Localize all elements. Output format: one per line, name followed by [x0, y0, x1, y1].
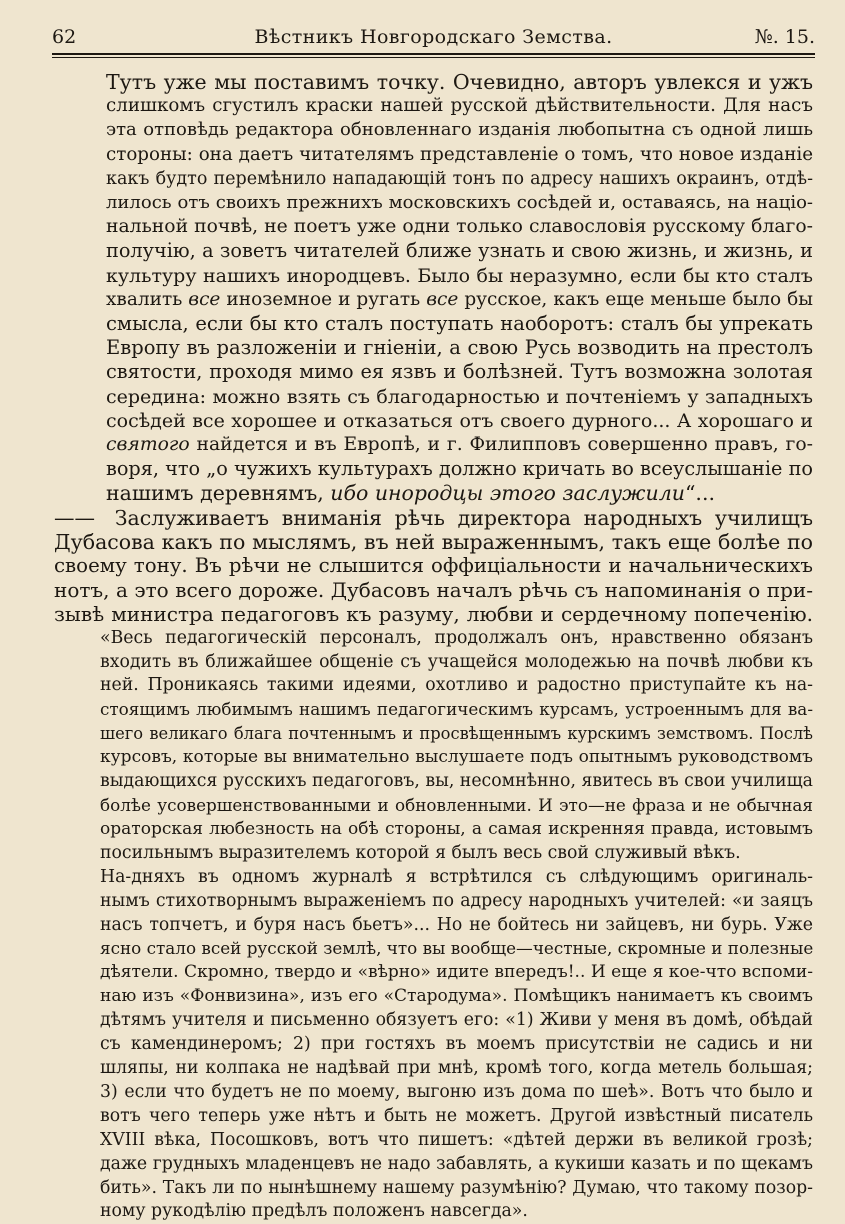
text-line: На-дняхъ въ одномъ журналѣ я встрѣтился съ слѣдующимъ оригиналь- — [100, 866, 813, 887]
text-line: наю изъ «Фонвизина», изъ его «Стародума». Помѣщикъ нанимаетъ къ своимъ — [100, 986, 813, 1007]
emphasis: святого — [106, 434, 190, 456]
journal-title: Вѣстникъ Новгородскаго Земства. — [254, 26, 613, 48]
emphasis: ибо инородцы этого заслужили — [330, 481, 685, 506]
text-line: Европу въ разложеніи и гніеніи, а свою Русь возводить на престолъ — [106, 336, 813, 360]
text-line: середина: можно взять съ благодарностью и почтеніемъ у западныхъ — [106, 385, 813, 408]
text-line: вотъ чего теперь уже нѣтъ и быть не можетъ. Другой извѣстный писатель — [100, 1105, 813, 1126]
text-line: культуру нашихъ инородцевъ. Было бы неразумно, если бы кто сталъ — [106, 264, 813, 287]
text-line: шляпы, ни колпака не надѣвай при мнѣ, кромѣ того, когда метель большая; — [100, 1057, 813, 1078]
running-header — [52, 24, 815, 50]
text-line: стоящимъ любимымъ нашимъ педагогическимъ курсамъ, устроеннымъ для ва- — [100, 699, 813, 720]
page-number: 62 — [52, 26, 77, 48]
text-line: стороны: она даетъ читателямъ представленіе о томъ, что новое изданіе — [106, 143, 813, 165]
text-line: получію, а зоветъ читателей ближе узнать и свою жизнь, и жизнь, и — [106, 239, 813, 263]
text-line — [54, 506, 813, 530]
text-line: входить въ ближайшее общеніе съ учащейся молодежью на почвѣ любви къ — [100, 651, 813, 672]
text-line: курсовъ, которые вы внимательно выслушаете подъ опытнымъ руководствомъ — [100, 747, 813, 768]
header-rule-thick — [52, 53, 815, 55]
text-line: Дубасова какъ по мыслямъ, въ ней выраженнымъ, такъ еще болѣе по — [54, 529, 813, 554]
paragraph-4-quote — [54, 866, 813, 1224]
text-line: эта отповѣдь редактора обновленнаго изданія любопытна съ одной лишь — [106, 119, 813, 141]
text-line: какъ будто перемѣнило нападающій тонъ по адресу нашихъ окраинъ, отдѣ- — [106, 168, 813, 189]
text-run: русское, какъ еще меньше было бы — [458, 288, 813, 310]
text-run: Заслуживаетъ вниманія рѣчь директора народныхъ училищъ — [114, 505, 813, 530]
text-line: съ камендинеромъ; 2) при гостяхъ въ моемъ присутствіи не садись и ни — [100, 1034, 813, 1055]
text-line: нымъ стихотворнымъ выраженіемъ по адресу народныхъ учителей: «и заяцъ — [100, 890, 813, 911]
text-line: слишкомъ сгустилъ краски нашей русской дѣйствительности. Для насъ — [106, 95, 813, 117]
text-line: зывѣ министра педагоговъ къ разуму, любви и сердечному попеченію. — [54, 602, 813, 627]
emphasis: все — [188, 288, 221, 310]
text-line: болѣе усовершенствованными и обновленными. И это—не фраза и не обычная — [100, 795, 813, 816]
text-line: дѣтямъ учителя и письменно обязуетъ его: «1) Живи у меня въ домѣ, обѣдай — [100, 1010, 813, 1031]
text-line: воря, что „о чужихъ культурахъ должно кричать во всеуслышаніе по — [106, 457, 813, 481]
text-line: ясно стало всей русской землѣ, что вы вообще—честные, скромные и полезные — [100, 938, 814, 959]
text-line: своему тону. Въ рѣчи не слышится оффиціальности и начальническихъ — [54, 554, 813, 578]
article-body — [54, 70, 813, 1224]
text-line: ному рукодѣлію предѣлъ положенъ навсегда». — [100, 1201, 528, 1222]
text-run: хвалить — [106, 288, 189, 310]
text-line: святости, проходя мимо ея язвъ и болѣзней. Тутъ возможна золотая — [106, 360, 813, 384]
text-run: нашимъ деревнямъ, — [106, 481, 331, 506]
text-line: Тутъ уже мы поставимъ точку. Очевидно, авторъ увлекся и ужъ — [106, 70, 813, 94]
text-line: шего великаго блага почтеннымъ и просвѣщеннымъ курскимъ земствомъ. Послѣ — [100, 724, 813, 744]
text-line: 3) если что будетъ не по моему, выгоню изъ дома по шеѣ». Вотъ что было и — [100, 1081, 813, 1102]
text-run: иноземное и ругать — [220, 288, 427, 310]
text-line: дѣятели. Скромно, твердо и «вѣрно» идите впередъ!.. И еще я кое-что вспоми- — [100, 962, 813, 983]
text-line — [54, 433, 813, 457]
text-line: лилось отъ своихъ прежнихъ московскихъ сосѣдей и, оставаясь, на націо- — [106, 192, 813, 214]
text-line: выдающихся русскихъ педагоговъ, вы, несомнѣнно, явитесь въ свои училища — [100, 771, 813, 792]
emphasis: все — [426, 288, 459, 310]
text-line: нальной почвѣ, не поетъ уже одни только славословія русскому благо- — [106, 216, 813, 238]
paragraph-3-quote — [54, 627, 813, 866]
text-line: бить». Такъ ли по нынѣшнему нашему разумѣнію? Думаю, что такому позор- — [100, 1177, 813, 1198]
text-line: ней. Проникаясь такими идеями, охотливо и радостно приступайте къ на- — [100, 675, 813, 696]
paragraph-1 — [54, 70, 813, 506]
text-line: ораторская любезность на обѣ стороны, а самая искренняя правда, истовымъ — [100, 818, 813, 839]
text-line — [54, 481, 813, 505]
text-line: даже грудныхъ младенцевъ не надо забавлять, а кукиши казать и по щекамъ — [100, 1153, 813, 1174]
text-line: XVIII вѣка, Посошковъ, вотъ что пишетъ: «дѣтей держи въ великой грозѣ; — [100, 1129, 813, 1150]
text-line: сосѣдей все хорошее и отказаться отъ своего дурного... А хорошаго и — [106, 409, 813, 432]
paragraph-2 — [54, 506, 813, 627]
section-dash: —— — [54, 505, 95, 530]
text-line: «Весь педагогическій персоналъ, продолжалъ онъ, нравственно обязанъ — [100, 627, 813, 648]
text-run: “... — [684, 481, 715, 506]
text-line: посильнымъ выразителемъ которой я былъ весь свой служивый вѣкъ. — [100, 842, 741, 863]
header-rule-thin — [52, 57, 815, 58]
issue-number: №. 15. — [754, 26, 815, 48]
text-line: насъ топчетъ, и буря насъ бьетъ»... Но не бойтесь ни зайцевъ, ни бурь. Уже — [100, 914, 813, 935]
text-line — [54, 288, 813, 312]
text-line: смысла, если бы кто сталъ поступать наоборотъ: сталъ бы упрекать — [106, 312, 813, 336]
text-line: нотъ, а это всего дороже. Дубасовъ началъ рѣчь съ напоминанія о при- — [54, 578, 813, 603]
text-run: найдется и въ Европѣ, и г. Филипповъ совершенно правъ, го- — [189, 434, 813, 456]
